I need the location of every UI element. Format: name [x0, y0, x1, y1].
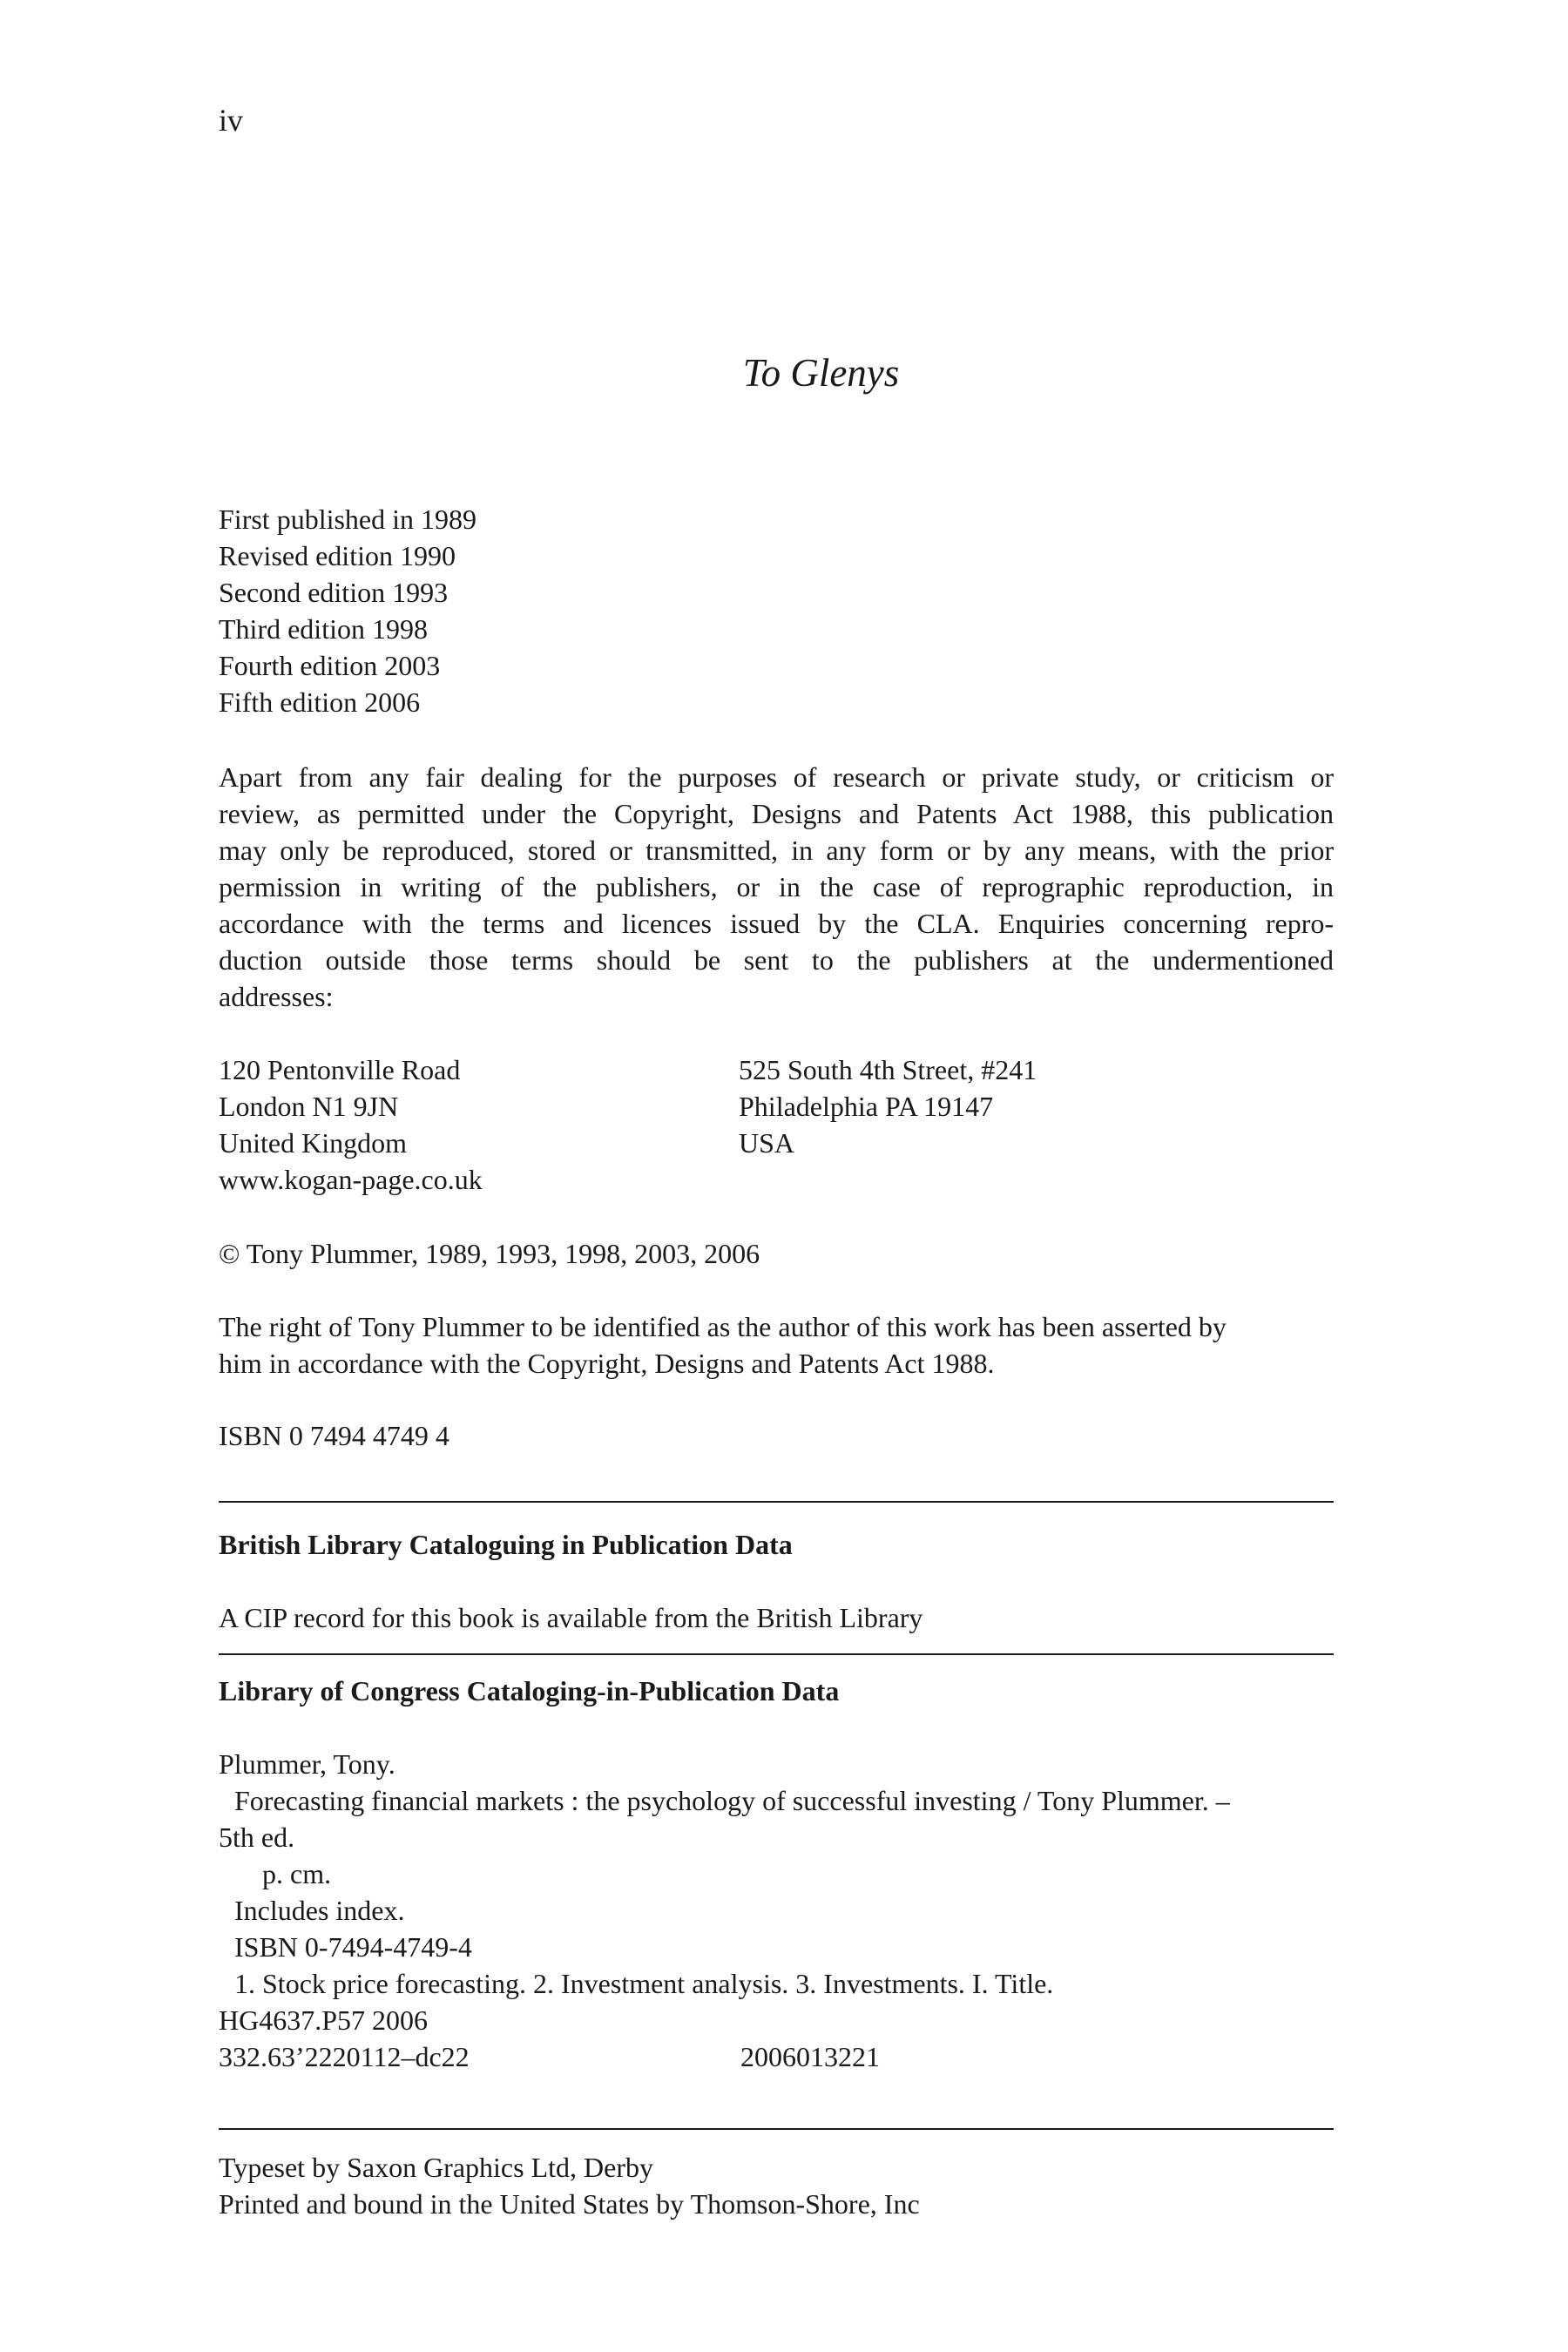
copyright-notice: [219, 759, 1334, 1015]
printer-credit: Printed and bound in the United States by Thomson-Shore, Inc: [219, 2188, 920, 2220]
edition-line: Third edition 1998: [219, 613, 428, 645]
address-line: United Kingdom: [219, 1127, 407, 1159]
copyright-line: © Tony Plummer, 1989, 1993, 1998, 2003, 2006: [219, 1238, 760, 1269]
loc-control-number: 2006013221: [740, 2041, 880, 2072]
loc-includes: Includes index.: [234, 1895, 405, 1926]
edition-line: Fourth edition 2003: [219, 650, 441, 681]
loc-author: Plummer, Tony.: [219, 1748, 395, 1780]
notice-line: duction outside those terms should be sent to the publishers at the undermentioned: [219, 944, 1334, 976]
dedication: To Glenys: [742, 351, 900, 395]
loc-edition: 5th ed.: [219, 1821, 295, 1853]
address-line: Philadelphia PA 19147: [739, 1091, 994, 1122]
loc-physical: p. cm.: [262, 1858, 332, 1889]
notice-line: review, as permitted under the Copyright, Designs and Patents Act 1988, this publication: [219, 798, 1334, 829]
notice-line: accordance with the terms and licences issued by the CLA. Enquiries concerning repro-: [219, 908, 1334, 939]
notice-line: may only be reproduced, stored or transmitted, in any form or by any means, with the prior: [219, 835, 1334, 866]
british-library-text: A CIP record for this book is available from the British Library: [219, 1602, 923, 1633]
divider: [219, 1501, 1334, 1503]
edition-history: [219, 501, 1334, 720]
address-website: www.kogan-page.co.uk: [219, 1164, 483, 1195]
typeset-credit: Typeset by Saxon Graphics Ltd, Derby: [219, 2152, 653, 2183]
page-number: iv: [219, 103, 244, 138]
address-line: 525 South 4th Street, #241: [739, 1054, 1037, 1085]
loc-title: Forecasting financial markets : the psychology of successful investing / Tony Plummer. –: [234, 1785, 1230, 1816]
moral-rights-line: him in accordance with the Copyright, Designs and Patents Act 1988.: [219, 1348, 995, 1379]
isbn: ISBN 0 7494 4749 4: [219, 1420, 449, 1451]
edition-line: Revised edition 1990: [219, 540, 456, 571]
address-us: [739, 1051, 1037, 1161]
notice-line: addresses:: [219, 981, 334, 1012]
loc-subjects: 1. Stock price forecasting. 2. Investment analysis. 3. Investments. I. Title.: [234, 1968, 1054, 1999]
address-line: London N1 9JN: [219, 1091, 399, 1122]
address-line: 120 Pentonville Road: [219, 1054, 461, 1085]
address-uk: [219, 1051, 483, 1198]
loc-record: [219, 1746, 1334, 2075]
loc-isbn: ISBN 0-7494-4749-4: [234, 1931, 472, 1963]
divider: [219, 1653, 1334, 1655]
production-credits: [219, 2149, 1334, 2222]
loc-call-number: HG4637.P57 2006: [219, 2004, 429, 2036]
address-line: USA: [739, 1127, 795, 1159]
loc-heading: Library of Congress Cataloging-in-Publication Data: [219, 1675, 840, 1707]
edition-line: Fifth edition 2006: [219, 686, 421, 718]
moral-rights-line: The right of Tony Plummer to be identified as the author of this work has been asserted by: [219, 1311, 1227, 1342]
notice-line: permission in writing of the publishers, or in the case of reprographic reproduction, in: [219, 871, 1334, 902]
notice-line: Apart from any fair dealing for the purposes of research or private study, or criticism or: [219, 761, 1334, 793]
loc-dewey: 332.63’2220112–dc22: [219, 2041, 470, 2072]
edition-line: First published in 1989: [219, 504, 477, 535]
british-library-heading: British Library Cataloguing in Publication Data: [219, 1529, 793, 1560]
divider: [219, 2128, 1334, 2130]
moral-rights: [219, 1308, 1334, 1382]
edition-line: Second edition 1993: [219, 577, 449, 608]
